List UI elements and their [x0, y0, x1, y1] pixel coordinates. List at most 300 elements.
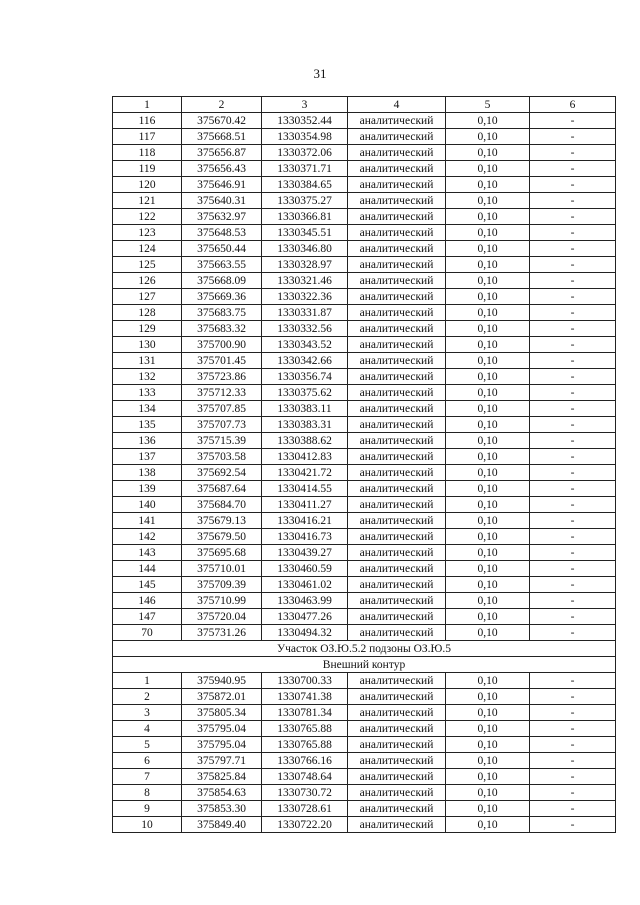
table-cell: аналитический — [348, 177, 446, 193]
table-row — [113, 801, 616, 817]
table-cell: 375695.68 — [182, 545, 262, 561]
table-cell: 375679.13 — [182, 513, 262, 529]
table-cell: 1330375.62 — [262, 385, 348, 401]
table-cell: 375703.58 — [182, 449, 262, 465]
table-cell: аналитический — [348, 545, 446, 561]
table-cell: 375707.85 — [182, 401, 262, 417]
table-cell: 0,10 — [446, 577, 530, 593]
table-cell: 375872.01 — [182, 689, 262, 705]
table-cell: 375668.09 — [182, 273, 262, 289]
table-cell: 375687.64 — [182, 481, 262, 497]
header-row — [113, 97, 616, 113]
table-row — [113, 529, 616, 545]
table-cell: 1330332.56 — [262, 321, 348, 337]
table-cell: аналитический — [348, 721, 446, 737]
table-cell: 1330412.83 — [262, 449, 348, 465]
table-cell: аналитический — [348, 769, 446, 785]
table-cell: - — [530, 113, 616, 129]
table-cell: 135 — [113, 417, 182, 433]
table-cell: 6 — [113, 753, 182, 769]
header-cell: 2 — [182, 97, 262, 113]
table-cell: аналитический — [348, 513, 446, 529]
table-cell: аналитический — [348, 129, 446, 145]
table-row — [113, 545, 616, 561]
table-cell: 122 — [113, 209, 182, 225]
table-cell: 375684.70 — [182, 497, 262, 513]
table-cell: - — [530, 513, 616, 529]
table-cell: аналитический — [348, 817, 446, 833]
table-cell: 375640.31 — [182, 193, 262, 209]
table-cell: 375825.84 — [182, 769, 262, 785]
table-cell: - — [530, 785, 616, 801]
table-row — [113, 513, 616, 529]
table-cell: 1330345.51 — [262, 225, 348, 241]
table-cell: аналитический — [348, 577, 446, 593]
table-cell: - — [530, 385, 616, 401]
table-cell: 1330730.72 — [262, 785, 348, 801]
table-row — [113, 273, 616, 289]
table-cell: аналитический — [348, 145, 446, 161]
table-body-part1 — [113, 113, 616, 641]
table-row — [113, 465, 616, 481]
table-row — [113, 193, 616, 209]
table-cell: 0,10 — [446, 305, 530, 321]
table-cell: 375795.04 — [182, 737, 262, 753]
table-cell: 1330439.27 — [262, 545, 348, 561]
table-cell: 1330388.62 — [262, 433, 348, 449]
table-cell: 0,10 — [446, 769, 530, 785]
table-cell: 0,10 — [446, 673, 530, 689]
table-cell: аналитический — [348, 433, 446, 449]
table-cell: 0,10 — [446, 513, 530, 529]
table-cell: 1330416.21 — [262, 513, 348, 529]
table-row — [113, 481, 616, 497]
table-cell: аналитический — [348, 193, 446, 209]
table-cell: 375853.30 — [182, 801, 262, 817]
section-title-row — [113, 641, 616, 657]
header-cell: 6 — [530, 97, 616, 113]
table-cell: 0,10 — [446, 721, 530, 737]
table-row — [113, 785, 616, 801]
table-cell: аналитический — [348, 321, 446, 337]
table-cell: 139 — [113, 481, 182, 497]
table-row — [113, 289, 616, 305]
table-cell: аналитический — [348, 593, 446, 609]
table-cell: - — [530, 801, 616, 817]
table-cell: 127 — [113, 289, 182, 305]
table-cell: - — [530, 177, 616, 193]
table-cell: - — [530, 449, 616, 465]
table-cell: аналитический — [348, 161, 446, 177]
table-cell: 0,10 — [446, 817, 530, 833]
table-cell: 1330463.99 — [262, 593, 348, 609]
table-cell: 121 — [113, 193, 182, 209]
table-cell: 119 — [113, 161, 182, 177]
table-cell: 375679.50 — [182, 529, 262, 545]
table-cell: 375670.42 — [182, 113, 262, 129]
table-row — [113, 609, 616, 625]
table-row — [113, 225, 616, 241]
table-cell: - — [530, 353, 616, 369]
table-cell: 0,10 — [446, 321, 530, 337]
table-cell: 0,10 — [446, 113, 530, 129]
table-cell: 1330384.65 — [262, 177, 348, 193]
section-title: Участок ОЗ.Ю.5.2 подзоны ОЗ.Ю.5 — [113, 641, 616, 657]
table-cell: 0,10 — [446, 705, 530, 721]
table-cell: 1330383.31 — [262, 417, 348, 433]
table-cell: - — [530, 401, 616, 417]
table-cell: 0,10 — [446, 689, 530, 705]
table-row — [113, 593, 616, 609]
table-row — [113, 753, 616, 769]
table-cell: 1330765.88 — [262, 737, 348, 753]
table-cell: аналитический — [348, 369, 446, 385]
table-cell: 375720.04 — [182, 609, 262, 625]
table-cell: 0,10 — [446, 449, 530, 465]
table-cell: 375668.51 — [182, 129, 262, 145]
table-cell: 375797.71 — [182, 753, 262, 769]
table-cell: 375669.36 — [182, 289, 262, 305]
table-cell: аналитический — [348, 257, 446, 273]
table-cell: 116 — [113, 113, 182, 129]
table-row — [113, 721, 616, 737]
subsection-title: Внешний контур — [113, 657, 616, 673]
table-cell: 3 — [113, 705, 182, 721]
table-cell: аналитический — [348, 673, 446, 689]
table-cell: аналитический — [348, 289, 446, 305]
table-cell: - — [530, 737, 616, 753]
table-cell: - — [530, 225, 616, 241]
table-cell: 118 — [113, 145, 182, 161]
table-row — [113, 561, 616, 577]
table-cell: 1330421.72 — [262, 465, 348, 481]
table-cell: 7 — [113, 769, 182, 785]
table-cell: 375692.54 — [182, 465, 262, 481]
table-cell: 120 — [113, 177, 182, 193]
table-cell: 375701.45 — [182, 353, 262, 369]
table-cell: 375710.01 — [182, 561, 262, 577]
table-cell: - — [530, 305, 616, 321]
table-cell: 375683.75 — [182, 305, 262, 321]
table-cell: - — [530, 369, 616, 385]
table-cell: 0,10 — [446, 401, 530, 417]
table-cell: 375849.40 — [182, 817, 262, 833]
table-cell: - — [530, 673, 616, 689]
table-cell: 0,10 — [446, 609, 530, 625]
table-cell: 375795.04 — [182, 721, 262, 737]
table-cell: 70 — [113, 625, 182, 641]
table-cell: 0,10 — [446, 529, 530, 545]
table-cell: 1330700.33 — [262, 673, 348, 689]
table-cell: - — [530, 609, 616, 625]
table-row — [113, 337, 616, 353]
table-cell: - — [530, 161, 616, 177]
table-body-part2 — [113, 673, 616, 833]
table-cell: 1330328.97 — [262, 257, 348, 273]
table-cell: - — [530, 289, 616, 305]
table-cell: 375632.97 — [182, 209, 262, 225]
table-cell: 0,10 — [446, 129, 530, 145]
table-cell: - — [530, 705, 616, 721]
table-cell: - — [530, 257, 616, 273]
table-cell: 375648.53 — [182, 225, 262, 241]
table-row — [113, 817, 616, 833]
table-cell: 1330461.02 — [262, 577, 348, 593]
table-row — [113, 577, 616, 593]
table-cell: - — [530, 753, 616, 769]
table-cell: 375707.73 — [182, 417, 262, 433]
table-cell: 375712.33 — [182, 385, 262, 401]
table-cell: аналитический — [348, 273, 446, 289]
table-cell: 128 — [113, 305, 182, 321]
table-cell: аналитический — [348, 417, 446, 433]
table-cell: 1330411.27 — [262, 497, 348, 513]
table-cell: 8 — [113, 785, 182, 801]
table-row — [113, 433, 616, 449]
table-cell: 144 — [113, 561, 182, 577]
table-cell: 375715.39 — [182, 433, 262, 449]
table-cell: - — [530, 721, 616, 737]
table-row — [113, 113, 616, 129]
table-cell: 0,10 — [446, 737, 530, 753]
table-cell: аналитический — [348, 785, 446, 801]
table-cell: 130 — [113, 337, 182, 353]
table-cell: 146 — [113, 593, 182, 609]
table-cell: 134 — [113, 401, 182, 417]
table-cell: 1330343.52 — [262, 337, 348, 353]
table-cell: - — [530, 241, 616, 257]
table-cell: 0,10 — [446, 385, 530, 401]
table-row — [113, 769, 616, 785]
table-cell: 375940.95 — [182, 673, 262, 689]
table-cell: аналитический — [348, 241, 446, 257]
table-cell: 142 — [113, 529, 182, 545]
table-row — [113, 401, 616, 417]
table-cell: 0,10 — [446, 193, 530, 209]
table-cell: - — [530, 561, 616, 577]
table-cell: 1330342.66 — [262, 353, 348, 369]
table-cell: 1330728.61 — [262, 801, 348, 817]
table-row — [113, 417, 616, 433]
table-cell: 1330748.64 — [262, 769, 348, 785]
table-cell: 140 — [113, 497, 182, 513]
table-cell: 1330741.38 — [262, 689, 348, 705]
table-cell: аналитический — [348, 561, 446, 577]
table-cell: 375710.99 — [182, 593, 262, 609]
table-cell: 0,10 — [446, 257, 530, 273]
table-cell: 375650.44 — [182, 241, 262, 257]
table-cell: аналитический — [348, 353, 446, 369]
table-cell: 0,10 — [446, 145, 530, 161]
table-cell: 143 — [113, 545, 182, 561]
table-cell: 136 — [113, 433, 182, 449]
table-row — [113, 305, 616, 321]
table-cell: 0,10 — [446, 209, 530, 225]
table-cell: 375723.86 — [182, 369, 262, 385]
table-cell: 1330383.11 — [262, 401, 348, 417]
table-cell: 375646.91 — [182, 177, 262, 193]
table-cell: 0,10 — [446, 161, 530, 177]
table-cell: 0,10 — [446, 337, 530, 353]
table-row — [113, 497, 616, 513]
table-cell: - — [530, 689, 616, 705]
table-row — [113, 129, 616, 145]
table-cell: аналитический — [348, 449, 446, 465]
table-cell: аналитический — [348, 225, 446, 241]
table-cell: 375656.43 — [182, 161, 262, 177]
table-cell: аналитический — [348, 705, 446, 721]
table-cell: 0,10 — [446, 241, 530, 257]
table-cell: 1330366.81 — [262, 209, 348, 225]
table-cell: 1330322.36 — [262, 289, 348, 305]
table-cell: 117 — [113, 129, 182, 145]
table-cell: 4 — [113, 721, 182, 737]
table-cell: 375656.87 — [182, 145, 262, 161]
table-cell: 1330321.46 — [262, 273, 348, 289]
table-cell: 0,10 — [446, 465, 530, 481]
table-cell: 9 — [113, 801, 182, 817]
table-cell: 0,10 — [446, 273, 530, 289]
table-cell: - — [530, 433, 616, 449]
table-cell: 375709.39 — [182, 577, 262, 593]
table-row — [113, 689, 616, 705]
table-cell: 0,10 — [446, 433, 530, 449]
table-cell: аналитический — [348, 209, 446, 225]
table-cell: 1330781.34 — [262, 705, 348, 721]
table-cell: аналитический — [348, 529, 446, 545]
table-cell: 124 — [113, 241, 182, 257]
table-cell: 0,10 — [446, 177, 530, 193]
table-cell: 1330414.55 — [262, 481, 348, 497]
table-cell: - — [530, 769, 616, 785]
table-cell: 125 — [113, 257, 182, 273]
table-cell: 0,10 — [446, 753, 530, 769]
table-cell: 375683.32 — [182, 321, 262, 337]
table-cell: 1 — [113, 673, 182, 689]
table-cell: 1330354.98 — [262, 129, 348, 145]
table-row — [113, 369, 616, 385]
table-cell: 1330477.26 — [262, 609, 348, 625]
table-cell: 375700.90 — [182, 337, 262, 353]
table-cell: 0,10 — [446, 801, 530, 817]
table-row — [113, 385, 616, 401]
table-cell: аналитический — [348, 401, 446, 417]
table-row — [113, 161, 616, 177]
table-cell: 126 — [113, 273, 182, 289]
table-cell: 0,10 — [446, 625, 530, 641]
table-cell: 0,10 — [446, 289, 530, 305]
table-row — [113, 625, 616, 641]
table-row — [113, 321, 616, 337]
table-cell: 0,10 — [446, 545, 530, 561]
page-number: 31 — [313, 66, 327, 81]
table-cell: - — [530, 337, 616, 353]
table-row — [113, 737, 616, 753]
table-cell: 1330356.74 — [262, 369, 348, 385]
table-cell: - — [530, 465, 616, 481]
table-cell: 375663.55 — [182, 257, 262, 273]
table-cell: аналитический — [348, 385, 446, 401]
table-cell: 375805.34 — [182, 705, 262, 721]
table-cell: 0,10 — [446, 225, 530, 241]
table-cell: 0,10 — [446, 497, 530, 513]
table-cell: 375731.26 — [182, 625, 262, 641]
table-cell: - — [530, 625, 616, 641]
table-cell: 1330352.44 — [262, 113, 348, 129]
table-cell: - — [530, 129, 616, 145]
table-cell: 1330722.20 — [262, 817, 348, 833]
section-rows — [113, 641, 616, 673]
table-cell: аналитический — [348, 737, 446, 753]
table-cell: аналитический — [348, 753, 446, 769]
table-cell: 133 — [113, 385, 182, 401]
table-cell: 1330331.87 — [262, 305, 348, 321]
table-cell: - — [530, 545, 616, 561]
table-cell: аналитический — [348, 305, 446, 321]
table-cell: 129 — [113, 321, 182, 337]
table-cell: 0,10 — [446, 369, 530, 385]
table-cell: аналитический — [348, 481, 446, 497]
table-row — [113, 257, 616, 273]
header-cell: 4 — [348, 97, 446, 113]
table-cell: - — [530, 145, 616, 161]
table-cell: 0,10 — [446, 417, 530, 433]
table-cell: 1330375.27 — [262, 193, 348, 209]
table-cell: 375854.63 — [182, 785, 262, 801]
table-cell: аналитический — [348, 609, 446, 625]
table-cell: 1330372.06 — [262, 145, 348, 161]
table-cell: 0,10 — [446, 785, 530, 801]
table-cell: - — [530, 497, 616, 513]
table-cell: - — [530, 577, 616, 593]
table-cell: 1330494.32 — [262, 625, 348, 641]
table-cell: 10 — [113, 817, 182, 833]
table-cell: - — [530, 593, 616, 609]
table-row — [113, 177, 616, 193]
table-cell: аналитический — [348, 113, 446, 129]
table-cell: - — [530, 273, 616, 289]
table-cell: аналитический — [348, 625, 446, 641]
table-cell: 0,10 — [446, 593, 530, 609]
table-cell: 1330766.16 — [262, 753, 348, 769]
coordinates-table — [112, 96, 616, 833]
header-cell: 5 — [446, 97, 530, 113]
table-row — [113, 209, 616, 225]
table-cell: 123 — [113, 225, 182, 241]
table-row — [113, 353, 616, 369]
table-cell: 137 — [113, 449, 182, 465]
table-cell: 145 — [113, 577, 182, 593]
table-cell: аналитический — [348, 801, 446, 817]
table-cell: 132 — [113, 369, 182, 385]
table-cell: 1330371.71 — [262, 161, 348, 177]
table-cell: аналитический — [348, 465, 446, 481]
subsection-title-row — [113, 657, 616, 673]
table-cell: 2 — [113, 689, 182, 705]
table-cell: - — [530, 193, 616, 209]
table-row — [113, 145, 616, 161]
table-cell: 147 — [113, 609, 182, 625]
table-row — [113, 449, 616, 465]
table-cell: - — [530, 529, 616, 545]
table-cell: - — [530, 481, 616, 497]
table-row — [113, 241, 616, 257]
table-cell: аналитический — [348, 497, 446, 513]
table-cell: 0,10 — [446, 353, 530, 369]
table-cell: 1330416.73 — [262, 529, 348, 545]
table-row — [113, 673, 616, 689]
table-row — [113, 705, 616, 721]
